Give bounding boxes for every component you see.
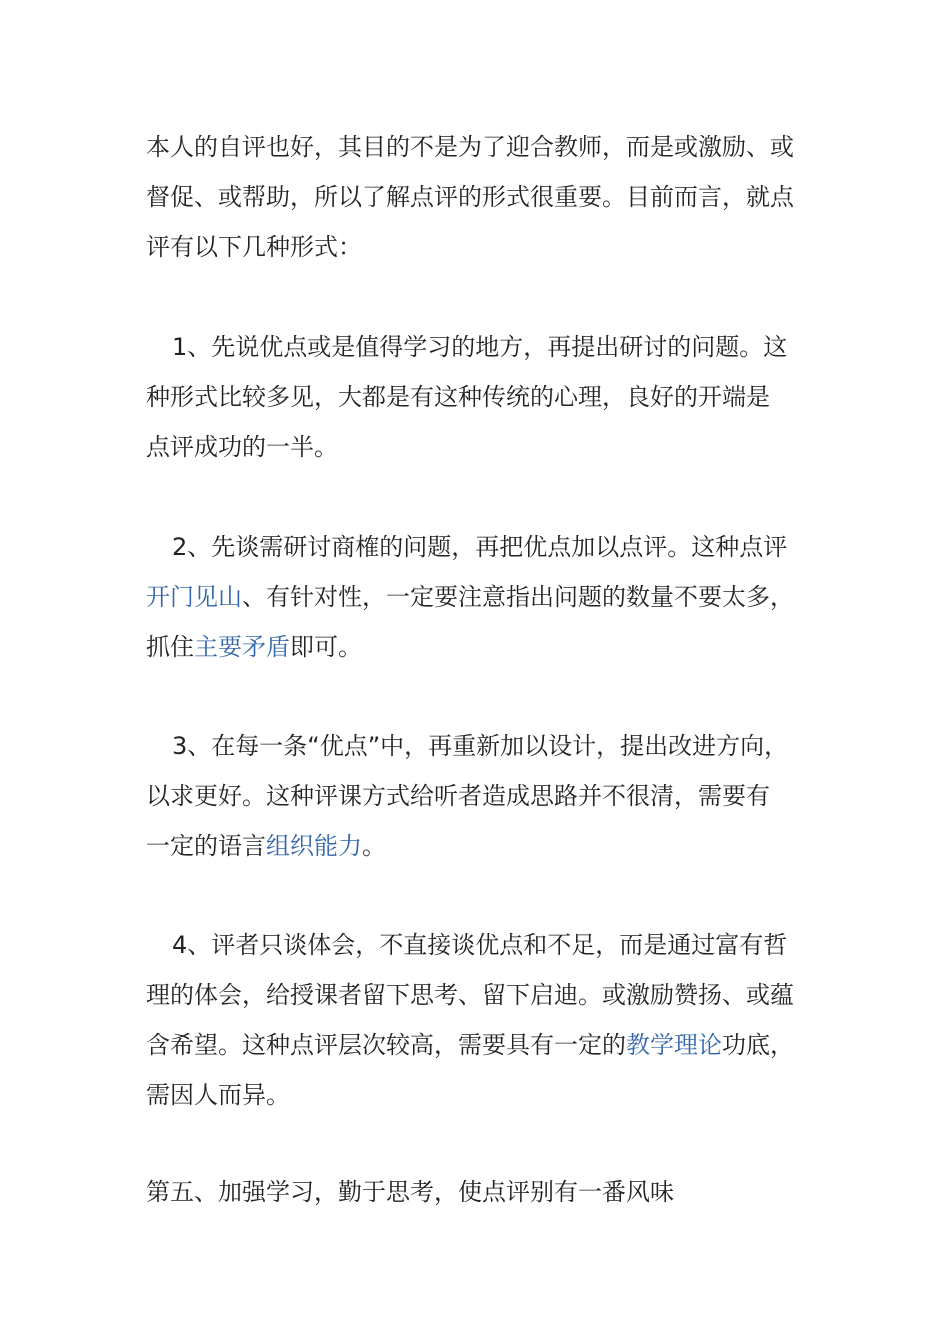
item-1-line-1: 1、先说优点或是值得学习的地方，再提出研讨的问题。这 (172, 333, 788, 361)
link-zuzhi-nengli[interactable]: 组织能力 (266, 832, 362, 860)
item-2-line-2 (146, 572, 836, 622)
item-2-paragraph (146, 522, 836, 672)
section-heading-text: 第五、加强学习，勤于思考，使点评别有一番风味 (146, 1178, 674, 1206)
item-2-line-2-text: 、有针对性，一定要注意指出问题的数量不要太多， (242, 583, 794, 611)
item-4-line-1: 4、评者只谈体会，不直接谈优点和不足，而是通过富有哲 (172, 931, 788, 959)
item-3-line-3 (146, 821, 836, 871)
item-3-line-3-pre: 一定的语言 (146, 832, 266, 860)
link-jiaoxue-lilun[interactable]: 教学理论 (626, 1031, 722, 1059)
intro-line-3: 评有以下几种形式： (146, 233, 362, 261)
item-4-line-4: 需因人而异。 (146, 1081, 290, 1109)
item-1-paragraph (146, 322, 836, 472)
section-heading (146, 1167, 836, 1217)
item-4-line-3 (146, 1020, 836, 1070)
item-3-line-3-post: 。 (362, 832, 386, 860)
link-zhuyao-maodun[interactable]: 主要矛盾 (194, 633, 290, 661)
link-kaimen-jianshan[interactable]: 开门见山 (146, 583, 242, 611)
item-2-line-3-post: 即可。 (290, 633, 362, 661)
item-2-line-1: 2、先谈需研讨商榷的问题，再把优点加以点评。这种点评 (172, 533, 788, 561)
item-4-paragraph (146, 920, 836, 1120)
item-4-line-3-pre: 含希望。这种点评层次较高，需要具有一定的 (146, 1031, 626, 1059)
item-3-paragraph (146, 721, 836, 871)
item-1-line-3: 点评成功的一半。 (146, 433, 338, 461)
intro-line-1: 本人的自评也好，其目的不是为了迎合教师，而是或激励、或 (146, 133, 794, 161)
item-3-line-1: 3、在每一条“优点”中，再重新加以设计，提出改进方向， (172, 732, 789, 760)
item-3-line-2: 以求更好。这种评课方式给听者造成思路并不很清，需要有 (146, 782, 770, 810)
item-2-line-3 (146, 622, 836, 672)
intro-line-2: 督促、或帮助，所以了解点评的形式很重要。目前而言，就点 (146, 183, 794, 211)
item-4-line-3-post: 功底， (722, 1031, 794, 1059)
item-1-line-2: 种形式比较多见，大都是有这种传统的心理，良好的开端是 (146, 383, 770, 411)
item-4-line-2: 理的体会，给授课者留下思考、留下启迪。或激励赞扬、或蕴 (146, 981, 794, 1009)
intro-paragraph (146, 122, 836, 272)
item-2-line-3-pre: 抓住 (146, 633, 194, 661)
